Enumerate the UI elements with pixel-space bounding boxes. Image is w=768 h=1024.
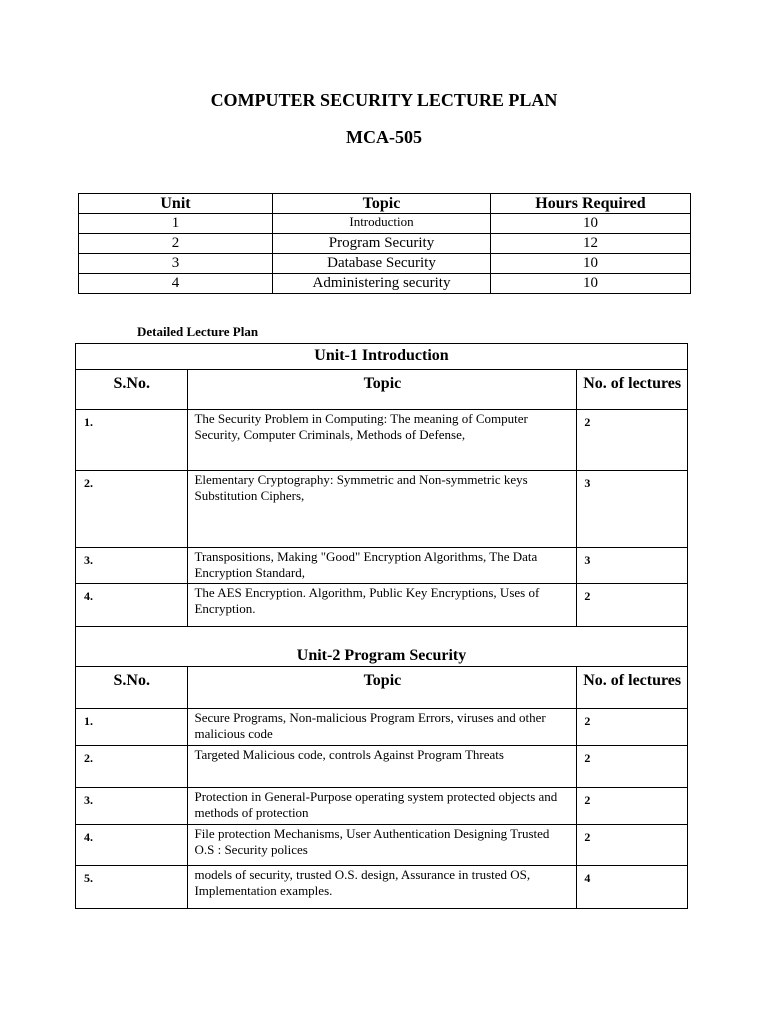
summary-hours: 10 [491,274,691,294]
table-row [76,410,688,471]
summary-header-row [79,194,691,214]
row-topic: Protection in General-Purpose operating system protected objects and methods of protection [188,788,577,825]
row-lectures: 2 [577,746,688,788]
row-sno: 1. [76,709,188,746]
header-sno: S.No. [76,667,188,709]
row-sno: 4. [76,825,188,866]
table-row [79,254,691,274]
table-row [76,746,688,788]
header-sno: S.No. [76,370,188,410]
row-topic: File protection Mechanisms, User Authentication Designing Trusted O.S : Security polices [188,825,577,866]
table-row [76,709,688,746]
summary-topic: Program Security [273,234,491,254]
unit1-title-row [76,344,688,370]
row-lectures: 3 [577,548,688,584]
row-sno: 3. [76,548,188,584]
row-topic: The AES Encryption. Algorithm, Public Key Encryptions, Uses of Encryption. [188,584,577,627]
row-lectures: 4 [577,866,688,909]
unit1-title: Unit-1 Introduction [76,344,688,370]
row-lectures: 2 [577,788,688,825]
table-row [76,584,688,627]
unit2-header-row [76,667,688,709]
summary-unit: 2 [79,234,273,254]
row-lectures: 2 [577,709,688,746]
row-topic: The Security Problem in Computing: The meaning of Computer Security, Computer Criminals, Methods of Defense, [188,410,577,471]
summary-unit: 1 [79,214,273,234]
summary-header-hours: Hours Required [491,194,691,214]
table-row [76,548,688,584]
header-lectures: No. of lectures [577,667,688,709]
row-sno: 2. [76,746,188,788]
row-sno: 4. [76,584,188,627]
row-lectures: 3 [577,471,688,548]
row-sno: 5. [76,866,188,909]
table-row [76,471,688,548]
row-topic: Targeted Malicious code, controls Against Program Threats [188,746,577,788]
row-sno: 2. [76,471,188,548]
course-code: MCA-505 [346,127,422,147]
row-topic: Transpositions, Making "Good" Encryption Algorithms, The Data Encryption Standard, [188,548,577,584]
summary-unit: 4 [79,274,273,294]
row-lectures: 2 [577,825,688,866]
table-row [79,234,691,254]
header-lectures: No. of lectures [577,370,688,410]
table-row [76,866,688,909]
row-topic: Secure Programs, Non-malicious Program Errors, viruses and other malicious code [188,709,577,746]
summary-hours: 12 [491,234,691,254]
summary-topic: Introduction [273,214,491,234]
header-topic: Topic [188,667,577,709]
summary-hours: 10 [491,214,691,234]
unit2-table [75,626,688,909]
row-sno: 3. [76,788,188,825]
table-row [79,274,691,294]
unit1-table [75,343,688,627]
summary-unit: 3 [79,254,273,274]
summary-header-unit: Unit [79,194,273,214]
document-title: COMPUTER SECURITY LECTURE PLAN [210,90,558,110]
row-lectures: 2 [577,584,688,627]
row-lectures: 2 [577,410,688,471]
summary-topic: Administering security [273,274,491,294]
header-topic: Topic [188,370,577,410]
summary-hours: 10 [491,254,691,274]
table-row [76,788,688,825]
row-sno: 1. [76,410,188,471]
table-row [76,825,688,866]
table-row [79,214,691,234]
row-topic: models of security, trusted O.S. design, Assurance in trusted OS, Implementation examples. [188,866,577,909]
row-topic: Elementary Cryptography: Symmetric and Non-symmetric keys Substitution Ciphers, [188,471,577,548]
summary-table [78,193,691,294]
unit1-header-row [76,370,688,410]
unit2-title: Unit-2 Program Security [76,627,688,667]
summary-topic: Database Security [273,254,491,274]
detailed-lecture-plan-label: Detailed Lecture Plan [137,324,259,339]
unit2-title-row [76,627,688,667]
summary-header-topic: Topic [273,194,491,214]
